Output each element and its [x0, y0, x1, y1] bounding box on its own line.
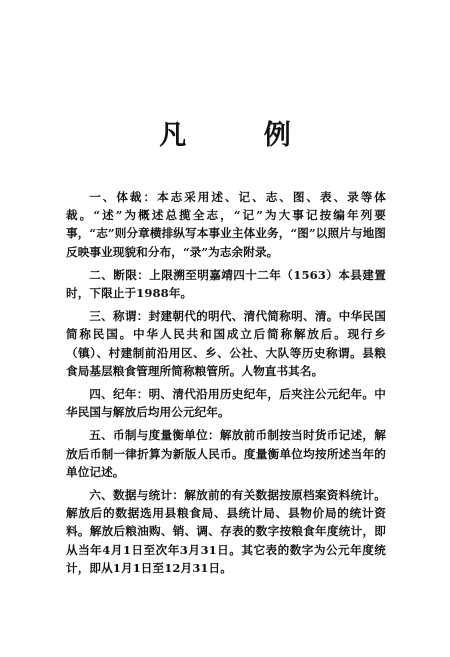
- paragraph-time-limit: 二、断限：上限溯至明嘉靖四十二年（1563）本县建置时，下限止于1988年。: [66, 267, 386, 301]
- document-body: [66, 188, 386, 582]
- paragraph-terminology: 三、称谓：封建朝代的明代、清代简称明、清。中华民国简称民国。中华人民共和国成立后简称解放后。现行乡（镇）、村建制前沿用区、乡、公社、大队等历史称谓。县粮食局基层粮食管理所简称粮管所。人物直书其名。: [66, 309, 386, 378]
- paragraph-statistics: 六、数据与统计：解放前的有关数据按原档案资料统计。解放后的数据选用县粮食局、县统计局、县物价局的统计资料。解放后粮油购、销、调、存表的数字按粮食年度统计，即从当年4月1日至次年3月31日。其它表的数字为公元年度统计，即从1月1日至12月31日。: [66, 488, 386, 575]
- paragraph-chronology: 四、纪年：明、清代沿用历史纪年，后夹注公元纪年。中华民国与解放后均用公元纪年。: [66, 387, 386, 420]
- paragraph-genre: 一、体裁：本志采用述、记、志、图、表、录等体裁。“述”为概述总揽全志，“记”为大事记按编年列要事，“志”则分章横排纵写本事业主体业务，“图”以照片与地图反映事业现貌和分布，“录”为志余附录。: [66, 190, 386, 259]
- paragraph-currency-units: 五、币制与度量衡单位：解放前币制按当时货币记述，解放后币制一律折算为新版人民币。度量衡单位均按所述当年的单位记述。: [66, 428, 386, 479]
- page-title: 凡 例: [159, 120, 325, 151]
